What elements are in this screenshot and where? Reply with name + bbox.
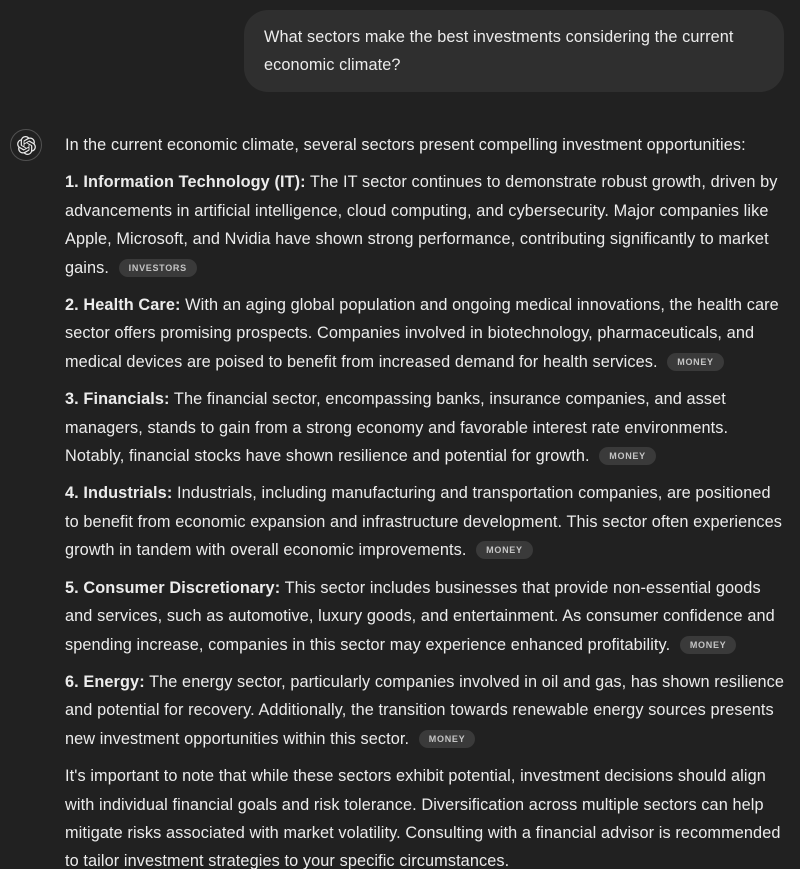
intro-text: In the current economic climate, several sectors present compelling investment opportunities: (65, 136, 746, 154)
section-title: 2. Health Care: (65, 296, 181, 315)
section-financials (65, 385, 788, 470)
citation-badge-investors[interactable]: INVESTORS (119, 259, 197, 277)
citation-badge-money[interactable]: MONEY (667, 353, 724, 371)
section-body: With an aging global population and ongoing medical innovations, the health care sector offers promising prospects. Companies involved in biotechnology, pharmaceuticals, and medical devices are poised to benefit from increased demand for health services. (65, 296, 779, 371)
section-title: 3. Financials: (65, 390, 170, 409)
user-message-bubble: What sectors make the best investments considering the current economic climate? (244, 10, 784, 92)
assistant-message-content (65, 127, 788, 869)
section-title: 4. Industrials: (65, 484, 173, 503)
section-energy (65, 668, 788, 753)
user-message-row (0, 0, 800, 92)
citation-badge-money[interactable]: MONEY (419, 730, 476, 748)
assistant-message-row (0, 127, 800, 869)
section-body: This sector includes businesses that provide non-essential goods and services, such as automotive, luxury goods, and entertainment. As consumer confidence and spending increase, companies in this sector may experience enhanced profitability. (65, 578, 775, 654)
section-title: 5. Consumer Discretionary: (65, 578, 281, 597)
outro-text: It's important to note that while these sectors exhibit potential, investment decisions should align with individual financial goals and risk tolerance. Diversification across multiple sectors can help mitigate risks associated with market volatility. Consulting with a financial advisor is recommended to tailor investment strategies to your specific circumstances. (65, 767, 781, 869)
section-body: The IT sector continues to demonstrate robust growth, driven by advancements in artificial intelligence, cloud computing, and cybersecurity. Major companies like Apple, Microsoft, and Nvidia have shown strong performance, contributing significantly to market gains. (65, 173, 778, 277)
intro-paragraph (65, 131, 788, 159)
section-body: The energy sector, particularly companies involved in oil and gas, has shown resilience and potential for recovery. Additionally, the transition towards renewable energy sources presents new investment opportunities within this sector. (65, 672, 785, 748)
section-title: 1. Information Technology (IT): (65, 173, 306, 192)
section-body: Industrials, including manufacturing and transportation companies, are positioned to benefit from economic expansion and infrastructure development. This sector often experiences growth in tandem with overall economic improvements. (65, 484, 783, 560)
outro-paragraph (65, 762, 788, 869)
section-title: 6. Energy: (65, 672, 145, 691)
section-health-care (65, 291, 788, 376)
section-body: The financial sector, encompassing banks, insurance companies, and asset managers, stands to gain from a strong economy and favorable interest rate environments. Notably, financial stocks have shown resilience and potential for growth. (65, 390, 729, 466)
section-information-technology (65, 168, 788, 282)
assistant-avatar (10, 129, 42, 161)
citation-badge-money[interactable]: MONEY (476, 541, 533, 559)
citation-badge-money[interactable]: MONEY (599, 447, 656, 465)
section-consumer-discretionary (65, 574, 788, 659)
openai-logo-icon (17, 136, 36, 155)
citation-badge-money[interactable]: MONEY (680, 636, 737, 654)
section-industrials (65, 479, 788, 564)
